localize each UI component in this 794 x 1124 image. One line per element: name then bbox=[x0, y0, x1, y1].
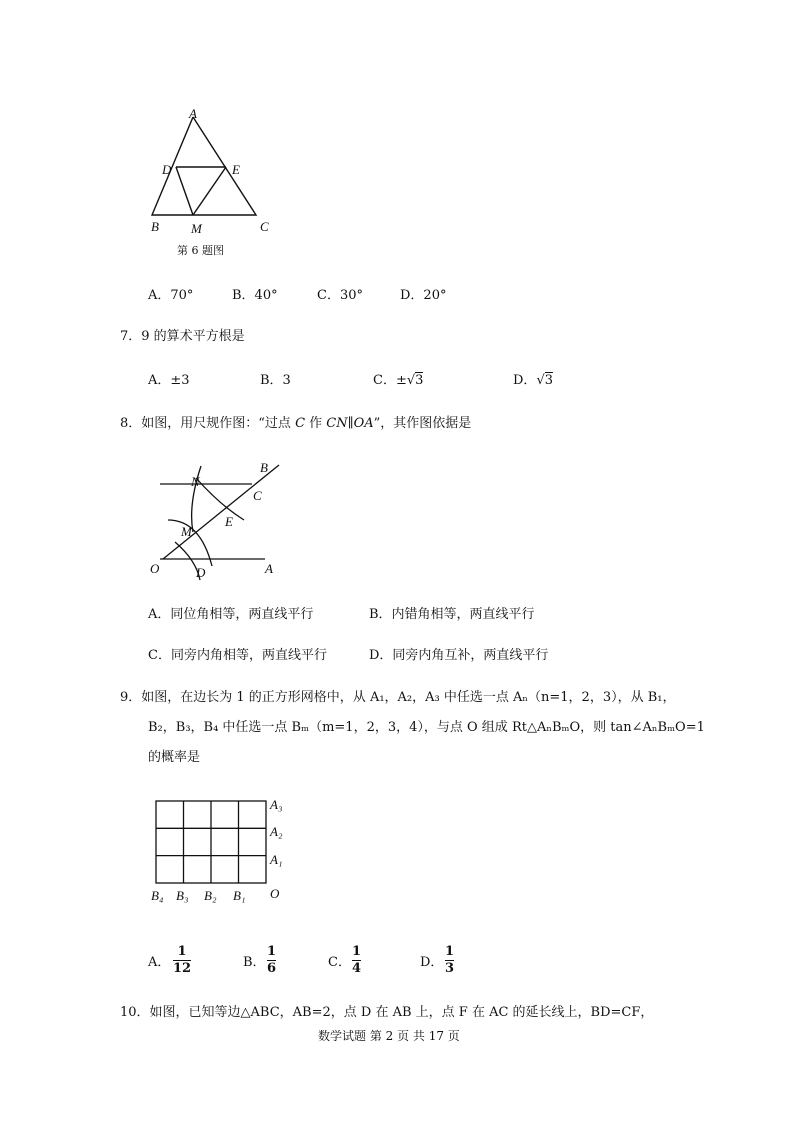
q6-label-d: D bbox=[162, 162, 172, 177]
q8-option-c: C．同旁内角相等，两直线平行 bbox=[148, 648, 327, 663]
q7-option-b: B．3 bbox=[260, 373, 291, 388]
q6-label-a: A bbox=[189, 106, 197, 121]
q8-option-d: D．同旁内角互补，两直线平行 bbox=[369, 648, 549, 663]
page-footer: 数学试题 第 2 页 共 17 页 bbox=[318, 1029, 460, 1043]
q6-figure-caption: 第 6 题图 bbox=[177, 244, 224, 257]
q9-label-b1: B₁ bbox=[233, 888, 246, 903]
q9-stem-line3: 的概率是 bbox=[148, 750, 201, 765]
q6-label-m: M bbox=[191, 221, 202, 236]
q6-option-d: D．20° bbox=[400, 288, 447, 303]
q8-option-b: B．内错角相等，两直线平行 bbox=[369, 607, 535, 622]
q8-label-e: E bbox=[225, 514, 233, 529]
sqrt-symbol: √ bbox=[536, 373, 545, 388]
q7-option-d: D．√3 bbox=[513, 373, 554, 388]
q9-label-o: O bbox=[270, 886, 280, 901]
sqrt-symbol: √ bbox=[406, 373, 416, 388]
q6-label-e: E bbox=[232, 162, 240, 177]
q8-option-a: A．同位角相等，两直线平行 bbox=[148, 607, 314, 622]
q8-label-n: N bbox=[191, 474, 200, 489]
q9-option-c-fraction: 1 4 bbox=[352, 944, 362, 976]
plus-minus-sign: ± bbox=[395, 373, 407, 388]
q9-label-b3: B₃ bbox=[176, 888, 189, 903]
q8-label-b: B bbox=[260, 460, 268, 475]
q10-stem: 10．如图，已知等边△ABC，AB=2，点 D 在 AB 上，点 F 在 AC 的延长线上，BD=CF， bbox=[120, 1005, 654, 1020]
q9-stem-line2: B₂，B₃，B₄ 中任选一点 Bₘ（m=1，2，3，4），与点 O 组成 Rt△AₙBₘO，则 tan∠AₙBₘO=1 bbox=[148, 720, 705, 735]
q7-option-a: A．±3 bbox=[148, 373, 190, 388]
q9-option-a-letter: A． bbox=[148, 955, 171, 970]
q6-label-c: C bbox=[260, 219, 269, 234]
q9-stem-line1: 9．如图，在边长为 1 的正方形网格中，从 A₁，A₂，A₃ 中任选一点 Aₙ（n=1，2，3），从 B₁， bbox=[120, 690, 676, 705]
q6-label-b: B bbox=[151, 219, 159, 234]
q9-label-a1: A₁ bbox=[270, 852, 283, 867]
q8-label-d: D bbox=[196, 565, 206, 580]
q9-option-b-letter: B． bbox=[243, 955, 266, 970]
q8-label-a: A bbox=[265, 561, 273, 576]
q9-option-c-letter: C． bbox=[328, 955, 351, 970]
q6-option-a: A．70° bbox=[148, 288, 194, 303]
q7-stem: 7．9 的算术平方根是 bbox=[120, 329, 245, 344]
q6-option-c: C．30° bbox=[317, 288, 363, 303]
q9-label-b2: B₂ bbox=[204, 888, 217, 903]
q9-option-d-letter: D． bbox=[420, 955, 444, 970]
q8-label-c: C bbox=[253, 488, 262, 503]
q9-label-a2: A₂ bbox=[270, 824, 283, 839]
q9-label-b4: B₄ bbox=[151, 888, 164, 903]
q6-option-b: B．40° bbox=[232, 288, 278, 303]
q8-label-o: O bbox=[150, 561, 160, 576]
q9-option-d-fraction: 1 3 bbox=[445, 944, 455, 976]
q9-option-b-fraction: 1 6 bbox=[267, 944, 277, 976]
q9-label-a3: A₃ bbox=[270, 797, 283, 812]
q8-stem: 8．如图，用尺规作图：“过点 C 作 CN∥OA”，其作图依据是 bbox=[120, 416, 472, 431]
q8-label-m: M bbox=[181, 524, 192, 539]
q7-option-c: C．±√3 bbox=[373, 373, 424, 388]
q9-option-a-fraction: 1 12 bbox=[173, 944, 192, 976]
